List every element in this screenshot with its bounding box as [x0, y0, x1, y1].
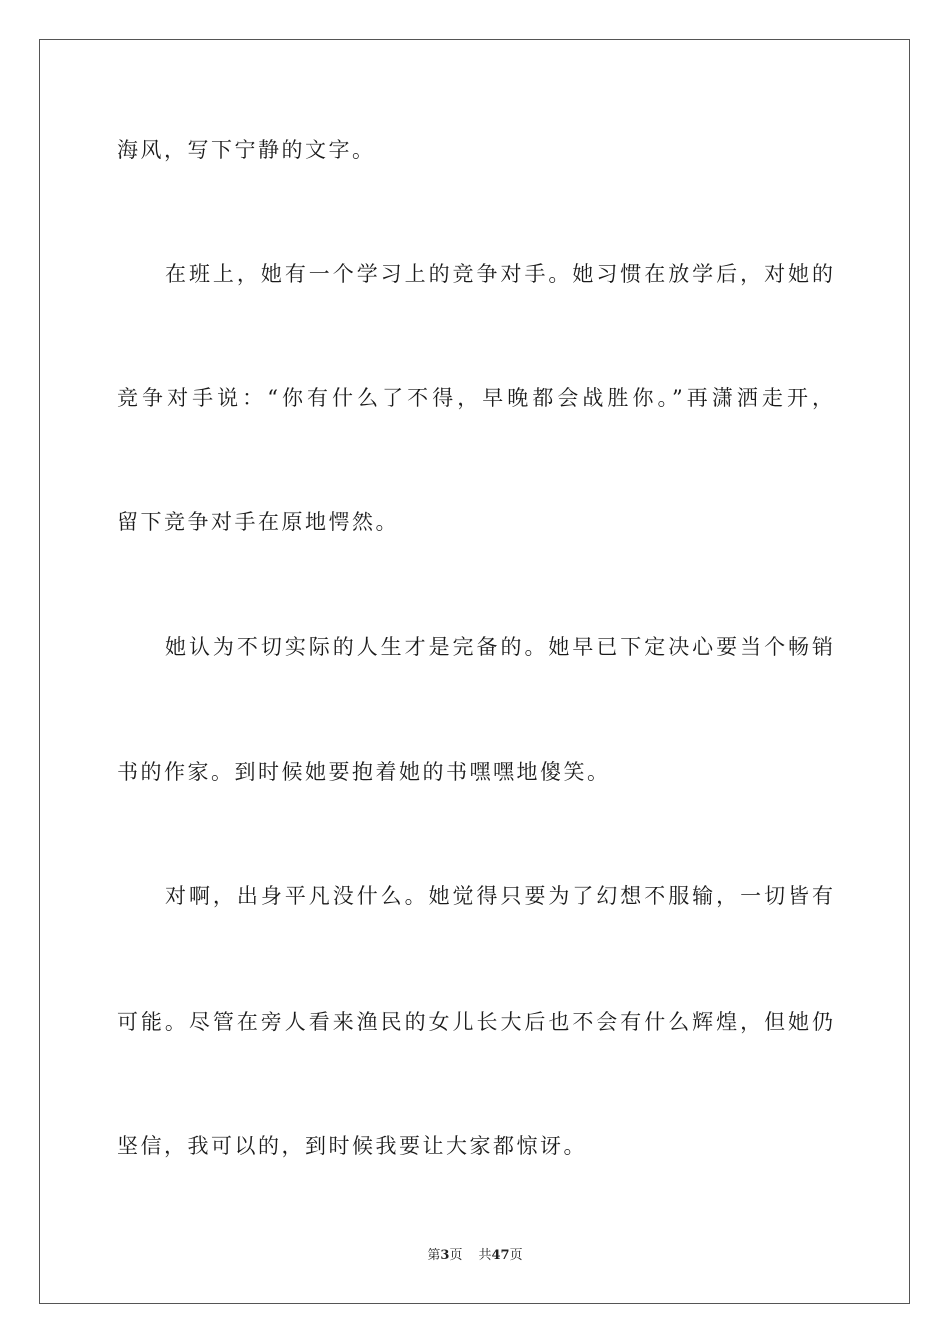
page-suffix: 页 — [449, 1248, 463, 1263]
total-prefix: 共 — [478, 1248, 492, 1263]
text-line-8: 可能。尽管在旁人看来渔民的女儿长大后也不会有什么辉煌，但她仍 — [117, 1010, 833, 1034]
text-line-7: 对啊，出身平凡没什么。她觉得只要为了幻想不服输，一切皆有 — [165, 884, 833, 908]
text-line-1: 海风，写下宁静的文字。 — [117, 138, 376, 162]
page-footer — [0, 1246, 950, 1266]
text-line-6: 书的作家。到时候她要抱着她的书嘿嘿地傻笑。 — [117, 760, 611, 784]
page-border — [39, 39, 910, 1304]
page-number: 3 — [440, 1248, 450, 1263]
total-suffix: 页 — [509, 1248, 523, 1263]
text-line-9: 坚信，我可以的，到时候我要让大家都惊讶。 — [117, 1134, 587, 1158]
text-line-4: 留下竞争对手在原地愕然。 — [117, 510, 399, 534]
total-pages: 47 — [491, 1248, 510, 1263]
text-line-5: 她认为不切实际的人生才是完备的。她早已下定决心要当个畅销 — [165, 635, 833, 659]
text-line-2: 在班上，她有一个学习上的竞争对手。她习惯在放学后，对她的 — [165, 262, 833, 286]
page-prefix: 第 — [427, 1248, 441, 1263]
text-line-3: 竞争对手说：“你有什么了不得，早晚都会战胜你。”再潇洒走开， — [117, 386, 833, 410]
